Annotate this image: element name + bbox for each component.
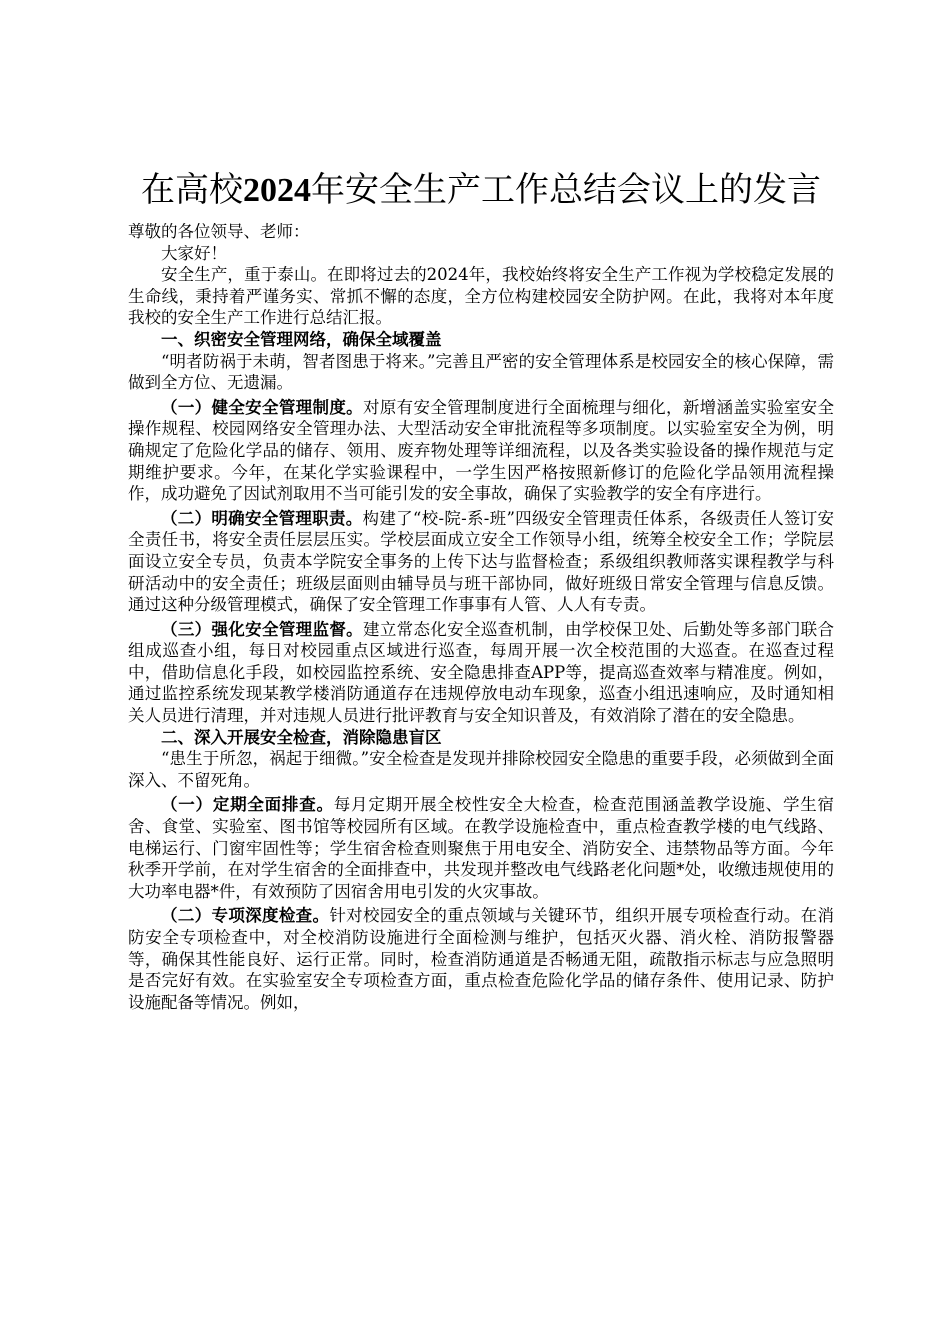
section-2-item-1 bbox=[128, 794, 834, 902]
section-2-lead: “患生于所忽，祸起于细微。”安全检查是发现并排除校园安全隐患的重要手段，必须做到全面深入、不留死角。 bbox=[128, 749, 834, 790]
item-label: （二）专项深度检查。 bbox=[161, 906, 330, 926]
title-prefix: 在高校 bbox=[141, 170, 243, 210]
item-label: （三）强化安全管理监督。 bbox=[161, 619, 363, 639]
item-text: 对原有安全管理制度进行全面梳理与细化，新增涵盖实验室安全操作规程、校园网络安全管理办法、大型活动安全审批流程等多项制度。以实验室安全为例，明确规定了危险化学品的储存、领用、废弃物处理等详细流程，以及各类实验设备的操作规范与定期维护要求。今年，在某化学实验课程中，一学生因严格按照新修订的危险化学品领用流程操作，成功避免了因试剂取用不当可能引发的安全事故，确保了实验教学的安全有序进行。 bbox=[128, 397, 835, 504]
item-text: 构建了“校-院-系-班”四级安全管理责任体系，各级责任人签订安全责任书，将安全责任层层压实。学校层面成立安全工作领导小组，统筹全校安全工作；学院层面设立安全专员，负责本学院安全事务的上传下达与监督检查；系级组织教师落实课程教学与科研活动中的安全责任；班级层面则由辅导员与班干部协同，做好班级日常安全管理与信息反馈。通过这种分级管理模式，确保了安全管理工作事事有人管、人人有专责。 bbox=[128, 508, 834, 615]
section-1-heading: 一、织密安全管理网络，确保全域覆盖 bbox=[161, 329, 442, 349]
title-suffix: 年安全生产工作总结会议上的发言 bbox=[311, 170, 821, 210]
title-year: 2024 bbox=[243, 172, 311, 209]
section-1-item-2 bbox=[128, 508, 834, 616]
document-page bbox=[128, 166, 834, 1013]
document-title bbox=[128, 166, 834, 215]
section-2-heading: 二、深入开展安全检查，消除隐患盲区 bbox=[161, 727, 442, 747]
salutation: 尊敬的各位领导、老师： bbox=[128, 222, 310, 241]
intro-paragraph: 安全生产，重于泰山。在即将过去的2024年，我校始终将安全生产工作视为学校稳定发展的生命线，秉持着严谨务实、常抓不懈的态度，全方位构建校园安全防护网。在此，我将对本年度我校的安全生产工作进行总结汇报。 bbox=[128, 265, 834, 328]
section-1-lead: “明者防祸于未萌，智者图患于将来。”完善且严密的安全管理体系是校园安全的核心保障，需做到全方位、无遗漏。 bbox=[128, 351, 834, 393]
item-label: （一）健全安全管理制度。 bbox=[161, 397, 363, 417]
section-1-item-1 bbox=[128, 397, 834, 505]
section-2-item-2 bbox=[128, 905, 834, 1013]
item-text: 建立常态化安全巡查机制，由学校保卫处、后勤处等多部门联合组成巡查小组，每日对校园重点区域进行巡查，每周开展一次全校范围的大巡查。在巡查过程中，借助信息化手段，如校园监控系统、安全隐患排查APP等，提高巡查效率与精准度。例如，通过监控系统发现某教学楼消防通道存在违规停放电动车现象，巡查小组迅速响应，及时通知相关人员进行清理，并对违规人员进行批评教育与安全知识普及，有效消除了潜在的安全隐患。 bbox=[128, 619, 835, 726]
item-label: （一）定期全面排查。 bbox=[161, 795, 334, 815]
section-1-item-3 bbox=[128, 619, 834, 727]
item-text: 针对校园安全的重点领域与关键环节，组织开展专项检查行动。在消防安全专项检查中，对全校消防设施进行全面检测与维护，包括灭火器、消火栓、消防报警器等，确保其性能良好、运行正常。同时，检查消防通道是否畅通无阻，疏散指示标志与应急照明是否完好有效。在实验室安全专项检查方面，重点检查危险化学品的储存条件、使用记录、防护设施配备等情况。例如， bbox=[128, 906, 835, 1012]
greeting: 大家好！ bbox=[161, 243, 227, 263]
item-label: （二）明确安全管理职责。 bbox=[161, 508, 363, 528]
item-text: 每月定期开展全校性安全大检查，检查范围涵盖教学设施、学生宿舍、食堂、实验室、图书馆等校园所有区域。在教学设施检查中，重点检查教学楼的电气线路、电梯运行、门窗牢固性等；学生宿舍检查则聚焦于用电安全、消防安全、违禁物品等方面。今年秋季开学前，在对学生宿舍的全面排查中，共发现并整改电气线路老化问题*处，收缴违规使用的大功率电器*件，有效预防了因宿舍用电引发的火灾事故。 bbox=[128, 795, 835, 901]
